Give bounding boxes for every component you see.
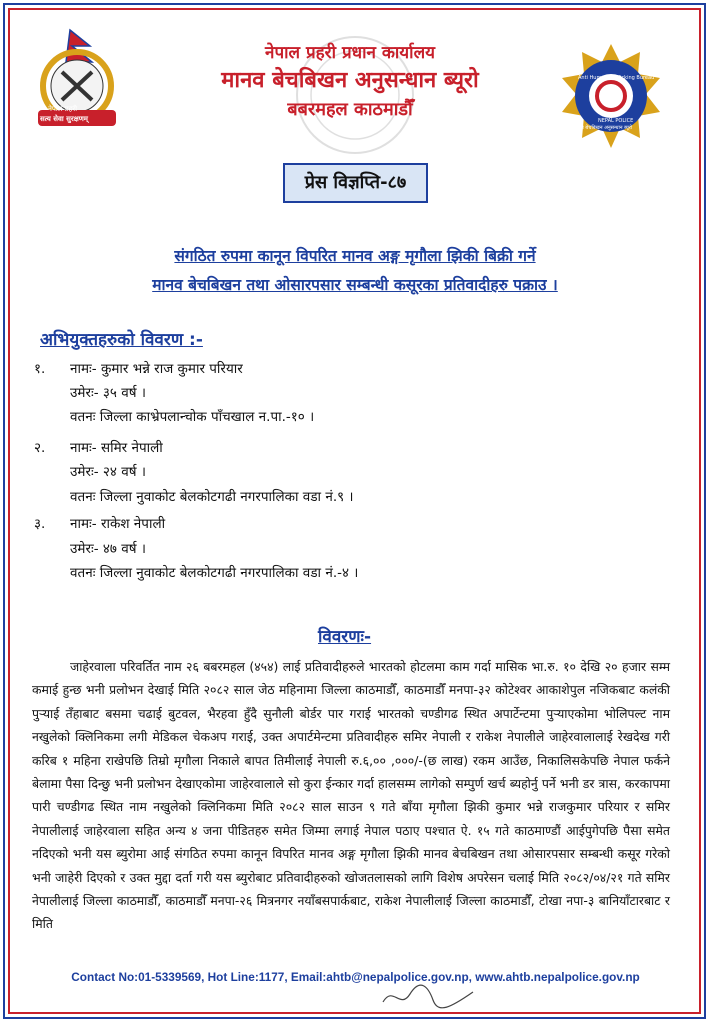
accused-1-name: नामः- कुमार भन्ने राज कुमार परियार	[70, 361, 243, 377]
left-logo-motto: सत्य सेवा सुरक्षणम्	[40, 115, 88, 123]
accused-1-address: वतनः जिल्ला काभ्रेपलान्चोक पाँचखाल न.पा.-१० ।	[70, 409, 315, 425]
accused-3-name: नामः- राकेश नेपाली	[70, 516, 166, 532]
right-logo-small: NEPAL POLICE	[598, 118, 634, 124]
accused-2-address: वतनः जिल्ला नुवाकोट बेलकोटगढी नगरपालिका वडा नं.९ ।	[70, 489, 354, 505]
accused-3-number: ३.	[34, 516, 46, 532]
accused-2-age: उमेरः- २४ वर्ष ।	[70, 464, 146, 480]
accused-section-title: अभियुक्तहरुको विवरण :-	[40, 330, 203, 350]
subject-line-1: संगठित रुपमा कानून विपरित मानव अङ्ग मृगौला झिकी बिक्री गर्ने	[174, 247, 536, 265]
description-paragraph: जाहेरवाला परिवर्तित नाम २६ बबरमहल (४५४) लाई प्रतिवादीहरुले भारतको होटलमा काम गर्दा मासिक भा.रु. १० देखि २० हजार सम्म कमाई हुन्छ भनी प्रलोभन देखाई मिति २०८२ साल जेठ महिनामा जिल्ला काठमाडौँ, काठमाडौँ मनपा-३२ कोटेश्वर आकाशेपुल नजिकबाट कलंकी पुऱ्याई तँहाबाट बसमा चढाई बुटवल, भैरहवा हुँदै सुनौली बोर्डर पार गराई भारतको चण्डीगढ स्थित अपार्टेन्टमा पुऱ्याएकोमा भोलिपल्ट नाम नखुलेको क्लिनिकमा लगी मेडिकल चेकअप गराई, उक्त अपार्टमेन्टमा प्रतिवादीहरु समिर नेपाली र राकेश नेपालीले जाहेरवालालाई रेखदेख गरी करिब १ महिना राखेपछि तिम्रो मृगौला निकाले बापत तिमीलाई नेपाली रु.६,०० ,०००/-(छ लाख) रकम आउँछ, निकालिसकेपछि नेपाल फर्कने बेलामा पैसा दिन्छु भनी प्रलोभन देखाएकोमा जाहेरवालाले सो कुरा ईन्कार गर्दा हालसम्म लागेको सम्पुर्ण खर्च ब्यहोर्नु पर्ने भनी डर त्रास, करकापमा पारी चण्डीगढ स्थित नाम नखुलेको क्लिनिकमा मिति २०८२ साल साउन ९ गते बाँया मृगौला झिकी कुमार भन्ने राजकुमार परियार र समिर नेपालीलाई जाहेरवाला सहित अन्य ४ जना पीडितहरु समेत जिम्मा लगाई नेपाल पठाए पश्चात ऐ. १५ गते काठमाण्डौं आईपुगेपछि पैसा समेत नदिएको भनी यस ब्युरोमा आई संगठित रुपमा कानून विपरित मानव अङ्ग मृगौला झिकी मानव बेचबिखन तथा ओसारपसार सम्बन्धी कसूर गरेको भनी जाहेरी दिएको र उक्त मुद्दा दर्ता गरी यस ब्युरोबाट प्रतिवादीहरुको खोजतलासको लागि विशेष अपरेसन चलाई मिति २०८२/०४/२१ गते समिर नेपालीलाई जिल्ला काठमाडौँ, काठमाडौँ मनपा-२६ मित्रनगर नयाँबसपार्कबाट, राकेश नेपालीलाई जिल्ला काठमाडौँ, टोखा नपा-३ बानियाँटारबाट र मिति	[32, 659, 670, 932]
subject-line-2: मानव बेचबिखन तथा ओसारपसार सम्बन्धी कसूरका प्रतिवादीहरु पक्राउ ।	[152, 276, 558, 294]
right-logo-text-bottom: मानव बेचबिखन अनुसन्धान ब्यूरो	[574, 125, 633, 131]
accused-2-number: २.	[34, 440, 46, 456]
footer-contact-line: Contact No:01-5339569, Hot Line:1177, Email:ahtb@nepalpolice.gov.np, www.ahtb.nepalpolice.gov.np	[71, 970, 640, 984]
signature-icon	[378, 980, 478, 1014]
header-office-name: नेपाल प्रहरी प्रधान कार्यालय	[265, 43, 435, 63]
right-logo-text: Anti Human Trafficking Bureau	[578, 75, 655, 81]
press-release-title: प्रेस विज्ञप्ति-८७	[283, 163, 428, 203]
accused-3-age: उमेरः- ४७ वर्ष ।	[70, 541, 146, 557]
accused-1-age: उमेरः- ३५ वर्ष ।	[70, 385, 146, 401]
accused-2-name: नामः- समिर नेपाली	[70, 440, 163, 456]
left-logo-text-top: नेपाल प्रहरी	[48, 105, 78, 113]
accused-3-address: वतनः जिल्ला नुवाकोट बेलकोटगढी नगरपालिका वडा नं.-४ ।	[70, 565, 359, 581]
header-bureau-name: मानव बेचबिखन अनुसन्धान ब्यूरो	[221, 68, 479, 93]
header-location: बबरमहल काठमाडौँ	[287, 99, 413, 120]
ahtb-badge-logo-icon	[556, 42, 666, 152]
description-section-title: विवरणः-	[318, 627, 372, 647]
accused-1-number: १.	[34, 361, 46, 377]
